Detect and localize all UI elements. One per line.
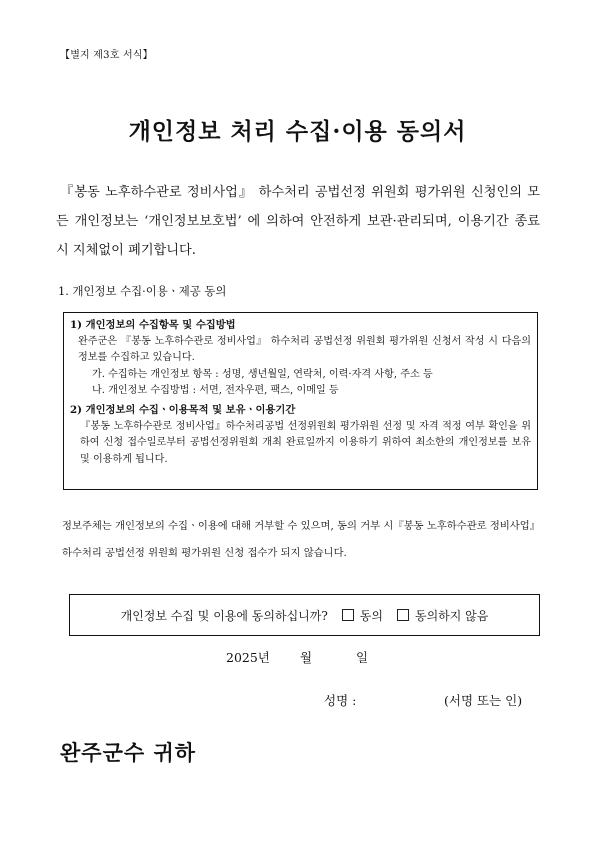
addressee: 완주군수 귀하 [60,740,197,765]
disagree-label: 동의하지 않음 [414,608,489,623]
date-year: 2025년 [226,650,270,665]
disagree-checkbox[interactable] [397,609,409,621]
box-list-item-2: 나. 개인정보 수집방법 : 서면, 전자우편, 팩스, 이메일 등 [92,385,339,397]
consent-details-box [63,312,538,490]
box-heading-2: 2) 개인정보의 수집ㆍ이용목적 및 보유ㆍ이용기간 [70,403,296,416]
signature-label: 성명 : [324,693,357,708]
box-heading-1: 1) 개인정보의 수집항목 및 수집방법 [70,319,236,331]
section-heading: 1. 개인정보 수집·이용ㆍ제공 동의 [58,284,227,298]
agree-checkbox[interactable] [342,609,354,621]
refusal-notice: 정보주체는 개인정보의 수집ㆍ이용에 대해 거부할 수 있으며, 동의 거부 시『봉동 노후하수관로 정비사업』하수처리 공법선정 위원회 평가위원 신청 접수가 되지 않습니다. [62,520,540,559]
signature-hint: (서명 또는 인) [444,693,523,708]
form-number: 【별지 제3호 서식】 [60,50,153,61]
document-title: 개인정보 처리 수집·이용 동의서 [128,118,467,145]
date-month: 월 [300,650,313,665]
box-paragraph-2: 『봉동 노후하수관로 정비사업』하수처리공법 선정위원회 평가위원 선정 및 자격 적정 여부 확인을 위하여 신청 접수일로부터 공법선정위원회 개최 완료일까지 이용하기 위하여 최소한의 개인정보를 보유 및 이용하게 됩니다. [80,420,531,465]
date-day: 일 [356,650,369,665]
agree-label: 동의 [359,608,383,623]
consent-question-box [69,594,540,636]
consent-question: 개인정보 수집 및 이용에 동의하십니까? [120,608,328,623]
box-list-item-1: 가. 수집하는 개인정보 항목 : 성명, 생년월일, 연락처, 이력·자격 사항, 주소 등 [92,368,433,380]
box-paragraph-1: 완주군은 『봉동 노후하수관로 정비사업』 하수처리 공법선정 위원회 평가위원 신청서 작성 시 다음의 정보를 수집하고 있습니다. [78,335,531,364]
intro-paragraph: 『봉동 노후하수관로 정비사업』 하수처리 공법선정 위원회 평가위원 신청인의 모든 개인정보는 ‘개인정보보호법’ 에 의하여 안전하게 보관·관리되며, 이용기간 종료 시 지체없이 폐기합니다. [56,185,540,258]
